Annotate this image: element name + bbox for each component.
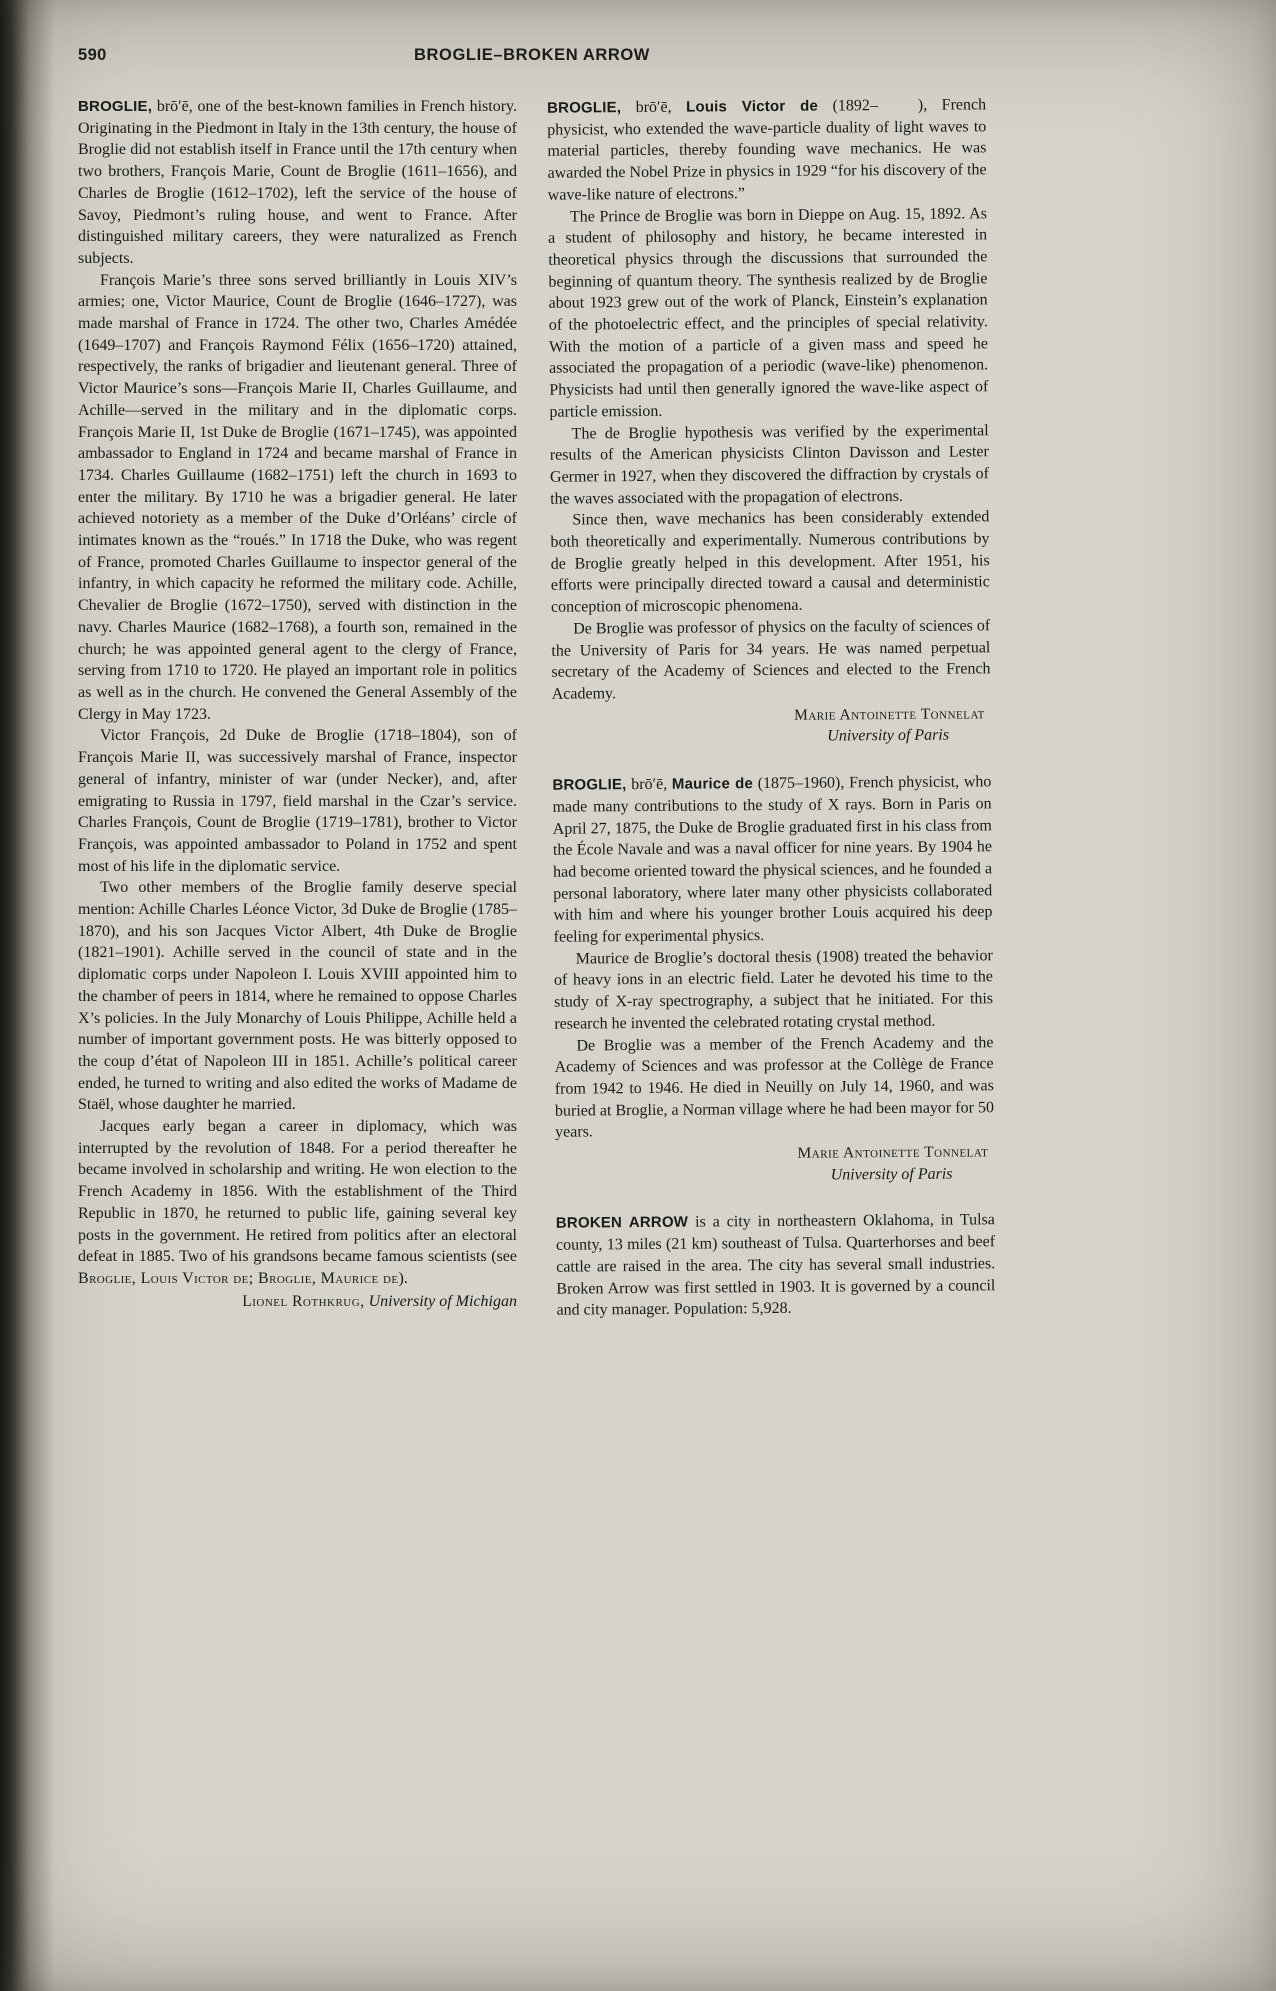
paragraph-text: ). — [398, 1269, 408, 1287]
entry-headword: BROGLIE, — [547, 99, 622, 117]
paragraph: Maurice de Broglie’s doctoral thesis (1908) treated the behavior of heavy ions in an electric field. Later he devoted his time to the study of X-ray spectrography, a subject that he initiated. For this research he invented the celebrated rotating crystal method. — [553, 946, 994, 1033]
paragraph: Victor François, 2d Duke de Broglie (1718–1804), son of François Marie II, was successively marshal of France, inspector general of infantry, minister of war (under Necker), and, after emigrating to Russia in 1797, field marshal in the Czar’s service. Charles François, Count de Broglie (1719–1781), brother to Victor François, was appointed ambassador to Poland in 1752 and spent most of his life in the diplomatic service. — [78, 727, 517, 875]
entry-headword: BROKEN ARROW — [555, 1214, 689, 1233]
paragraph — [552, 771, 992, 948]
entry-text: is a city in northeastern Oklahoma, in Tulsa county, 13 miles (21 km) southeast of Tulsa. Quarterhorses and beef cattle are raised in the area. The city has several small industries. Broken Arrow was first settled in 1903. It is governed by a council and city manager. Population: 5,928. — [555, 1211, 996, 1319]
paragraph: Since then, wave mechanics has been considerably extended both theoretically and experimentally. Numerous contributions by de Broglie greatly helped in this development. After 1951, his efforts were principally directed toward a causal and deterministic conception of microscopic phenomena. — [550, 508, 990, 616]
entry-pronunciation: brō′ē, — [626, 775, 672, 794]
right-column — [547, 94, 996, 1321]
article-broglie-louis-victor — [547, 94, 991, 750]
byline-author: Lionel Rothkrug, — [242, 1292, 365, 1310]
byline-affiliation: University of Michigan — [364, 1292, 517, 1310]
byline-author: Marie Antoinette Tonnelat — [793, 704, 985, 724]
byline — [555, 1141, 994, 1188]
article-broglie-family — [78, 96, 517, 1312]
paragraph — [78, 96, 517, 270]
cross-reference: Broglie, Louis Victor de; Broglie, Maurice de — [78, 1269, 399, 1287]
book-spine-shadow — [0, 0, 54, 1991]
byline — [78, 1291, 517, 1313]
page-content — [78, 46, 996, 1320]
two-column-layout — [78, 96, 996, 1320]
entry-headword: BROGLIE, — [78, 98, 153, 115]
entry-text: French physicist, who extended the wave-particle duality of light waves to material particles, thereby founding wave mechanics. He was awarded the Nobel Prize in physics in 1929 “for his discovery of the wave-like nature of electrons.” — [547, 96, 987, 204]
entry-pronunciation: brō′ē, — [152, 98, 198, 115]
paragraph: Two other members of the Broglie family deserve special mention: Achille Charles Léonce Victor, 3d Duke de Broglie (1785–1870), and his son Jacques Victor Albert, 4th Duke de Broglie (1821–1901). Achille served in the council of state and in the diplomatic corps under Napoleon I. Louis XVIII appointed him to the chamber of peers in 1814, where he remained to oppose Charles X’s policies. In the July Monarchy of Louis Philippe, Achille held a number of important government posts. He was bitterly opposed to the coup d’état of Napoleon III in 1851. Achille’s political career ended, he turned to writing and also edited the works of Madame de Staël, whose daughter he married. — [78, 879, 517, 1114]
paragraph: The Prince de Broglie was born in Dieppe on Aug. 15, 1892. As a student of philosophy and history, he became interested in theoretical physics through the discussions that surrounded the beginning of quantum theory. The synthesis realized by de Broglie about 1923 grew out of the work of Planck, Einstein’s explanation of the photoelectric effect, and the principles of special relativity. With the motion of a particle of a given mass and speed he associated the propagation of a periodic (wave-like) phenomenon. Physicists had until then generally ignored the wave-like aspect of particle emission. — [548, 204, 989, 421]
left-column — [78, 96, 517, 1320]
article-broglie-maurice — [552, 771, 994, 1188]
byline-affiliation: University of Paris — [827, 726, 950, 745]
paragraph — [78, 1116, 517, 1290]
entry-headword: BROGLIE, — [552, 776, 627, 794]
paragraph: De Broglie was a member of the French Academy and the Academy of Sciences and was professor at the Collège de France from 1942 to 1946. He died in Neuilly on July 14, 1960, and was buried at Broglie, a Norman village where he had been mayor for 50 years. — [554, 1033, 995, 1142]
article-broken-arrow — [556, 1210, 996, 1322]
entry-pronunciation: brō′ē, — [621, 98, 687, 117]
entry-text: one of the best-known families in French history. Originating in the Piedmont in Italy in the 13th century, the house of Broglie did not establish itself in France until the 17th century when two brothers, François Marie, Count de Broglie (1611–1656), and Charles de Broglie (1612–1702), left the service of the house of Savoy, Piedmont’s ruling house, and went to France. After distinguished military careers, they were naturalized as French subjects. — [78, 98, 517, 267]
entry-dates: (1892– ), — [817, 96, 928, 115]
paragraph-text: Jacques early began a career in diplomacy, which was interrupted by the revolution of 1848. For a period thereafter he became involved in scholarship and writing. He won election to the French Academy in 1856. With the establishment of the Third Republic in 1870, he returned to public life, gaining several key posts in the government. He retired from politics after an electoral defeat in 1885. Two of his grandsons became famous scientists (see — [78, 1118, 517, 1266]
paragraph: The de Broglie hypothesis was verified by the experimental results of the American physicists Clinton Davisson and Lester Germer in 1927, when they discovered the diffraction by crystals of the waves associated with the propagation of electrons. — [549, 421, 990, 508]
byline-author: Marie Antoinette Tonnelat — [797, 1143, 989, 1162]
paragraph: De Broglie was professor of physics on the faculty of sciences of the University of Paris for 34 years. He was named perpetual secretary of the Academy of Sciences and elected to the French Academy. — [551, 617, 991, 703]
paragraph — [547, 94, 987, 206]
entry-dates: (1875–1960), — [752, 774, 845, 793]
page-number: 590 — [78, 46, 107, 64]
entry-text: French physicist, who made many contributions to the study of X rays. Born in Paris on April 27, 1875, the Duke de Broglie graduated first in his class from the École Navale and was a naval officer for nine years. By 1904 he had become oriented toward the physical sciences, and he founded a personal laboratory, where later many other physicists collaborated with him and where his younger brother Louis acquired his deep feeling for experimental physics. — [552, 773, 993, 946]
byline-affiliation: University of Paris — [830, 1165, 953, 1184]
entry-person-name: Louis Victor de — [685, 97, 819, 116]
paragraph — [556, 1210, 996, 1322]
page-header — [78, 46, 986, 68]
entry-person-name: Maurice de — [671, 775, 754, 793]
byline — [552, 703, 991, 750]
paragraph: François Marie’s three sons served brilliantly in Louis XIV’s armies; one, Victor Maurice, Count de Broglie (1646–1727), was made marshal of France in 1724. The other two, Charles Amédée (1649–1707) and François Raymond Félix (1656–1720) attained, respectively, the ranks of brigadier and lieutenant general. Three of Victor Maurice’s sons—François Marie II, Charles Guillaume, and Achille—served in the military and in the diplomatic corps. François Marie II, 1st Duke de Broglie (1671–1745), was appointed ambassador to England in 1724 and became marshal of France in 1734. Charles Guillaume (1682–1751) left the church in 1693 to enter the military. By 1710 he was a brigadier general. He later achieved notoriety as a member of the Duke d’Orléans’ circle of intimates known as the “roués.” In 1718 the Duke, who was regent of France, promoted Charles Guillaume to inspector general of the infantry, in which capacity he reformed the military code. Achille, Chevalier de Broglie (1672–1750), served with distinction in the navy. Charles Maurice (1682–1768), a fourth son, remained in the church; he was appointed general agent to the clergy of France, serving from 1710 to 1720. He played an important role in politics as well as in the church. He convened the General Assembly of the Clergy in May 1723. — [78, 271, 517, 723]
running-head: BROGLIE–BROKEN ARROW — [414, 46, 650, 64]
